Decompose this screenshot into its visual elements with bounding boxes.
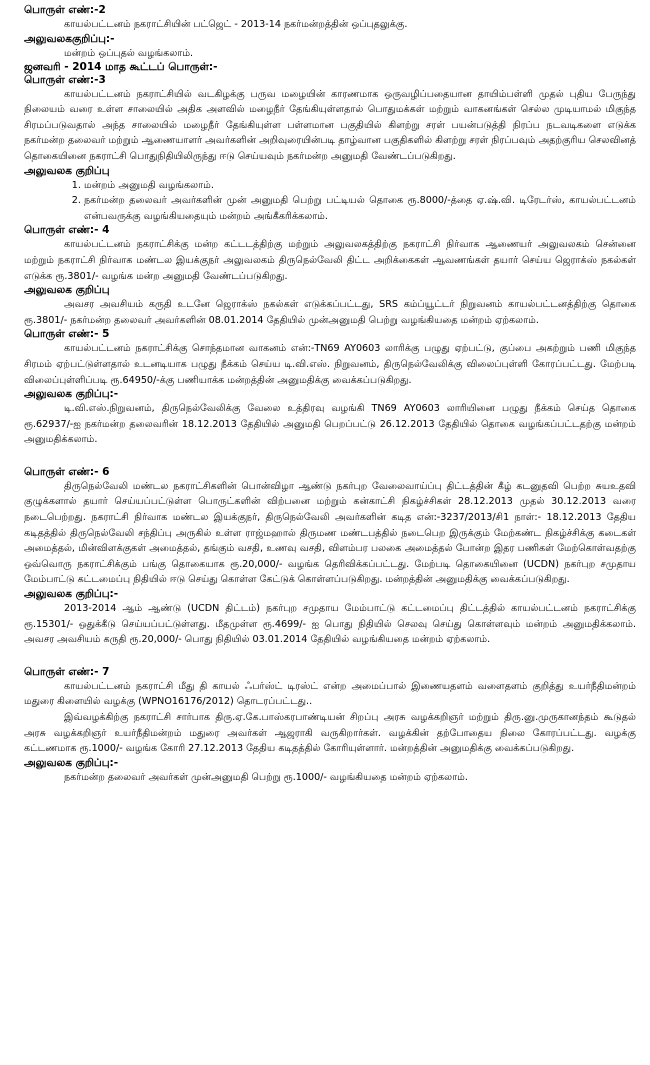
office-note-heading: அலுவலககுறிப்பு:- [24,32,115,45]
subject-4 [24,224,636,328]
subject-text: இவ்வழக்கிற்கு நகராட்சி சார்பாக திரு.ஏ.கே.பாஸ்கரபாண்டியன் சிறப்பு அரசு வழக்கறிஞர் மற்றும் திரு.னு.முருகானந்தம் கூடுதல் அரசு வழக்கறிஞர் உயர்நீதிமன்றம் மதுரை அவர்கள் ஆஜராகி வருகிறார்கள். வழக்கின் தற்போதைய நிலை கோரப்பட்டது. வழக்கு கட்டணமாக ரூ.1000/- வழங்க கோரி 27.12.2013 தேதிய கடிதத்தில் கோரியுள்ளார். மன்றத்தின் அனுமதிக்கு வைக்கப்படுகிறது. [24,712,636,755]
subject-heading: பொருள் எண்:-2 [24,4,106,16]
subject-6 [24,466,636,648]
subject-heading: பொருள் எண்:- 5 [24,328,110,341]
subject-heading: பொருள் எண்:-3 [24,73,106,86]
section-title: ஜனவரி - 2014 மாத கூட்டப் பொருள்:- [24,60,218,73]
subject-heading: பொருள் எண்:- 7 [24,665,110,678]
office-note-heading: அலுவலக குறிப்பு:- [24,756,119,769]
spacer [24,648,636,666]
office-note-item: 2. நகர்மன்ற தலைவர் அவர்களின் முன் அனுமதி பெற்று பட்டியல் தொகை ரூ.8000/-த்தை ஏ.ஷ்.வி. டிரேடர்ஸ், காயல்பட்டனம் என்பவருக்கு வழங்கியதையும் மன்றம் அங்கீகரிக்கலாம். [84,193,636,224]
office-note-heading: அலுவலக குறிப்பு:- [24,388,119,401]
subject-heading: பொருள் எண்:- 4 [24,224,110,237]
subject-2 [24,4,636,61]
subject-text: காயல்பட்டனம் நகராட்சிக்கு மன்ற கட்டடத்திற்கு மற்றும் அலுவலகத்திற்கு நகராட்சி நிர்வாக ஆணையர் அலுவலகம் சென்னை மற்றும் நகராட்சி நிர்வாக மண்டல இயக்குநர் அலுவலகம் திருநெல்வேலி திட்ட அறிக்கைகள் ஆவணங்கள் தயார் செய்ய ஜெராக்ஸ் நகல்கள் எடுக்க ரூ.3801/- வழங்க மன்ற அனுமதி வேண்டப்படுகிறது. [24,239,636,282]
office-note-text: நகர்மன்ற தலைவர் அவர்கள் முன்அனுமதி பெற்று ரூ.1000/- வழங்கியதை மன்றம் ஏற்கலாம். [64,771,468,783]
subject-text: காயல்பட்டனம் நகராட்சியின் பட்ஜெட் - 2013-14 நகர்மன்றத்தின் ஒப்புதலுக்கு. [64,19,408,30]
office-note-item: 1. மன்றம் அனுமதி வழங்கலாம். [84,178,636,194]
office-note-text: மன்றம் ஒப்புதல் வழங்கலாம். [64,47,194,59]
subject-text: காயல்பட்டனம் நகராட்சி மீது தி காயல் ஃபர்ஸ்ட் டிரஸ்ட் என்ற அமைப்பால் இணையதளம் வளைதளம் குறித்து உயர்நீதிமன்றம் மதுரை கிளையில் வழக்கு (WPNO16176/2012) தொடரப்பட்டது.. [24,680,636,708]
office-note-text: 2013-2014 ஆம் ஆண்டு (UCDN திட்டம்) நகர்புற சமுதாய மேம்பாட்டு கட்டமைப்பு திட்டத்தில் காயல்பட்டனம் நகராட்சிக்கு ரூ.15301/- ஒதுக்கீடு செய்யப்பட்டுள்ளது. மீதமுள்ள ரூ.4699/- ஐ பொது நிதியில் செலவு செய்து கொள்ளவும் மன்றம் அனுமதிக்கலாம். அவசர அவசியம் கருதி ரூ.20,000/- பொது நிதியில் 03.01.2014 தேதியில் வழங்கியதை மன்றம் ஏற்கலாம். [24,603,636,646]
subject-3 [24,74,636,225]
office-note-list [24,178,636,225]
office-note-heading: அலுவலக குறிப்பு [24,164,110,177]
subject-5 [24,328,636,448]
subject-text: காயல்பட்டனம் நகராட்சியில் வடகிழக்கு பருவ மழையின் காரணமாக ஒருவழிப்பதையான தாயிம்பள்ளி முதல் புதிய பேருந்து நிலையம் வரை உள்ள சாலையில் அதிக அளவில் மழைநீர் தேங்கியுள்ளதால் பொதுமக்கள் மற்றும் வாகனங்கள் செல்ல முடியாமல் மிகுந்த சிரமப்படுவதால் அந்த சாலையில் மழைநீர் தேங்கியுள்ள பள்ளமான பகுதியில் கிளற்று சரள் பயன்படுத்தி நிரப்ப நடவடிகளை எடுக்க நகர்மன்ற தலைவர் மற்றும் ஆணையாளர் அவர்களின் அறிவுரையின்படி தாழ்வான பகுதிகளில் கிளற்று சரள் நிரப்பவும் அதற்குரிய செலவினத் தொகையினை நகராட்சி பொதுநிதியிலிருந்து ஈடு செய்யவும் நகர்மன்ற அனுமதி வேண்டப்படுகிறது. [24,88,636,162]
spacer [24,448,636,466]
office-note-text: அவசர அவசியம் கருதி உடனே ஜெராக்ஸ் நகல்கள் எடுக்கப்பட்டது, SRS கம்ப்யூட்டர் நிறுவனம் காயல்பட்டனத்திற்கு தொகை ரூ.3801/- நகர்மன்ற தலைவர் அவர்களின் 08.01.2014 தேதியில் முன்அனுமதி பெற்று வழங்கியதை மன்றம் ஏற்கலாம். [24,299,636,326]
office-note-text: டி.வி.எஸ்.நிறுவனம், திருநெல்வேலிக்கு வேலை உத்திரவு வழங்கி TN69 AY0603 லாரியினை பழுது நீக்கம் செய்த தொகை ரூ.62937/-ஐ நகர்மன்ற தலைவரின் 18.12.2013 தேதியில் அனுமதி பெறப்பட்டு 26.12.2013 தேதியில் தொகை வழங்கப்பட்டதற்கு மன்றம் அனுமதிக்கலாம். [24,403,636,446]
office-note-heading: அலுவலக குறிப்பு:- [24,588,119,601]
office-note-heading: அலுவலக குறிப்பு [24,284,110,297]
subject-heading: பொருள் எண்:- 6 [24,465,110,478]
subject-text: திருநெல்வேலி மண்டல நகராட்சிகளின் பொன்விழா ஆண்டு நகர்புற வேலைவாய்ப்பு திட்டத்தின் கீழ் கடனுதவி பெற்ற சுயஉதவி குழுக்களால் தயார் செய்யப்பட்டுள்ள பொருட்களின் விற்பனை மற்றும் கன்காட்சி நிகழ்ச்சிகள் 28.12.2013 முதல் 30.12.2013 வரை நடைபெற்றது. நகராட்சி நிர்வாக மண்டல இயக்குநர், திருநெல்வேலி அவர்களின் கடித என்:-3237/2013/சி1 நாள்:- 18.12.2013 தேதிய கடிதத்தில் திருநெல்வேலி சந்திப்பு அருகில் உள்ள ராஜ்மஹால் திருமண மண்டபத்தில் நடைபெற இருக்கும் மேற்கண்ட நிகழ்ச்சிக்கு கடைகள் அமைத்தல், மின்விளக்குகள் அமைத்தல், தங்கும் வசதி, உணவு வசதி, விளம்பர பலகை அமைத்தல் போன்ற இதர பணிகள் மேற்கொள்வதற்கு ஒவ்வொரு நகராட்சிக்கும் பங்கு தொகையாக ரூ.20,000/- வழங்க தெரிவிக்கப்பட்டது. மேற்படி தொகையினை (UCDN) நகர்புற சமுதாய மேம்பாட்டு கட்டமைப்பு நிதியில் ஈடு செய்து கொள்ள கேட்டுக் கொள்ளப்படுகிறது. மன்றத்தின் அனுமதிக்கு வைக்கப்படுகிறது. [24,480,636,586]
subject-7 [24,666,636,786]
subject-text: காயல்பட்டனம் நகராட்சிக்கு சொந்தமான வாகனம் என்:-TN69 AY0603 லாரிக்கு பழுது ஏற்பட்டு, குப்பை அகற்றும் பணி மிகுந்த சிரமம் ஏற்பட்டுள்ளதால் உடனடியாக பழுது நீக்கம் செய்ய டி.வி.எஸ். நிறுவனம், திருநெல்வேலிக்கு விலைப்புள்ளி கோரப்பட்டது. மேற்படி விலைப்புள்ளிப்படி ரூ.64950/-க்கு பணியாக்க மன்றத்தின் அனுமதிக்கு வைக்கப்படுகிறது. [24,343,636,386]
